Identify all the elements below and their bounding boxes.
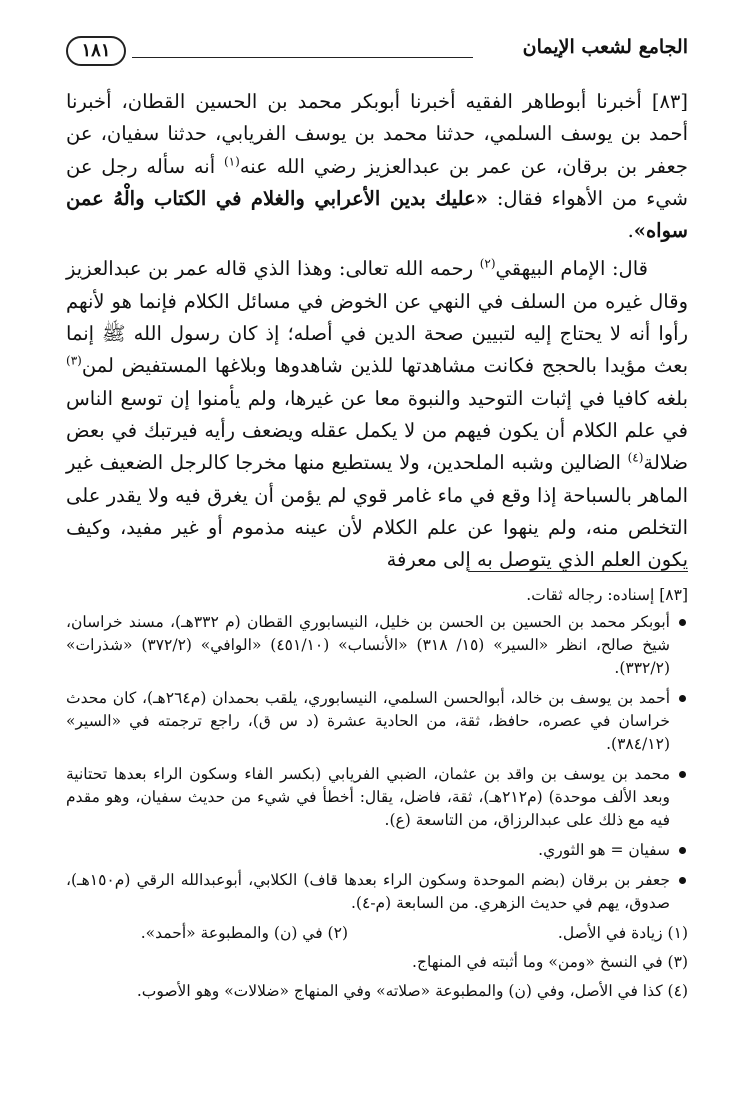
hadith-quote: «عليك بدين الأعرابي والغلام في الكتاب والْهُ عمن سواه» — [66, 186, 688, 243]
main-text — [66, 86, 688, 576]
bullet-icon — [679, 877, 686, 884]
bullet-icon — [679, 771, 686, 778]
footnotes — [66, 584, 688, 1009]
narrator-note: سفيان = هو الثوري. — [66, 839, 688, 862]
narrator-note: محمد بن يوسف بن واقد بن عثمان، الضبي الفريابي (بكسر الفاء وسكون الراء بعدها تحتانية وبعد الألف موحدة) (م٢١٢هـ)، ثقة، فاضل، يقال: أخطأ في شيء من حديث سفيان، وهو مقدم فيه مع ذلك على عبدالرزاق، من التاسعة (ع). — [66, 763, 688, 832]
paragraph-hadith-83: [٨٣] أخبرنا أبوطاهر الفقيه أخبرنا أبوبكر محمد بن الحسين القطان، أخبرنا أحمد بن يوسف السلمي، حدثنا محمد بن يوسف الفريابي، حدثنا سفيان، عن جعفر بن برقان، عن عمر بن عبدالعزيز رضي الله عنه$^{(١)}$ أنه سأله رجل عن شيء من الأهواء فقال: «عليك بدين الأعرابي والغلام في الكتاب والْهُ عمن سواه». — [66, 90, 688, 243]
narrator-note: أبوبكر محمد بن الحسين بن الحسن بن خليل، النيسابوري القطان (م ٣٣٢هـ)، مسند خراسان، شيخ صالح، انظر «السير» (١٥/ ٣١٨) «الأنساب» (٤٥١/١٠) «الوافي» (٣٧٢/٢) «شذرات» (٣٣٢/٢). — [66, 611, 688, 680]
commentary-text-1: رحمه الله تعالى: وهذا الذي قاله عمر بن عبدالعزيز وقال غيره من السلف في النهي عن الخوض في مسائل الكلام فإنما هو لأنهم رأوا أنه لا يحتاج إليه لتبيين صحة الدين في أصله؛ إذ كان رسول الله ﷺ إنما بعث مؤيدا بالحجج فكانت مشاهدتها للذين شاهدوها وبلاغها المستفيض لمن — [66, 257, 688, 378]
paragraph-commentary — [66, 253, 688, 576]
narrator-note: جعفر بن برقان (بضم الموحدة وسكون الراء بعدها قاف) الكلابي، أبوعبدالله الرقي (م١٥٠هـ)، صدوق، يهم في حديث الزهري. من السابعة (م-٤). — [66, 869, 688, 915]
commentary-text-2: بلغه كافيا في إثبات التوحيد والنبوة معا عن غيرها، ولم يأمنوا إن توسع الناس في علم الكلام أن يكون فيهم من لا يكمل عقله ويضعف رأيه فيرتبك في بعض ضلالة — [66, 386, 688, 475]
running-title: الجامع لشعب الإيمان — [522, 36, 688, 58]
commentary-text-3: الضالين وشبه الملحدين، ولا يستطيع منها مخرجا كالرجل الضعيف غير الماهر بالسباحة إذا وقع في ماء غامر قوي لم يؤمن أن يغرق فيه ولا يقدر على التخلص منه، ولم ينهوا عن علم الكلام لأن عينه مذموم أو غير مفيد، وكيف يكون العلم الذي يتوصل به إلى معرفة — [66, 451, 688, 572]
footnote-ref-1: (١) — [223, 154, 240, 169]
commentary-start: قال: الإمام البيهقي — [495, 257, 648, 281]
page-header — [66, 34, 688, 74]
isnad-text: [٨٣] أخبرنا أبوطاهر الفقيه أخبرنا أبوبكر محمد بن الحسين القطان، أخبرنا أحمد بن يوسف السلمي، حدثنا محمد بن يوسف الفريابي، حدثنا سفيان، عن جعفر بن برقان، عن عمر بن عبدالعزيز رضي الله عنه — [66, 90, 688, 178]
footnote-1: (١) زيادة في الأصل. — [557, 924, 688, 942]
footnote-ref-4: (٤) — [627, 450, 644, 465]
header-rule — [132, 57, 473, 58]
footnote-3: (٣) في النسخ «ومن» وما أثبته في المنهاج. — [412, 953, 688, 971]
footnote-ref-2: (٢) — [479, 256, 496, 271]
footnote-4: (٤) كذا في الأصل، وفي (ن) والمطبوعة «صلاته» وفي المنهاج «ضلالات» وهو الأصوب. — [136, 982, 688, 1000]
bullet-icon — [679, 619, 686, 626]
question-text: أنه سأله رجل عن شيء من الأهواء فقال: — [66, 154, 688, 210]
page-number: ١٨١ — [66, 36, 126, 66]
footnote-2: (٢) في (ن) والمطبوعة «أحمد». — [140, 924, 348, 942]
bullet-icon — [679, 695, 686, 702]
footnote-separator — [468, 571, 688, 572]
bullet-icon — [679, 847, 686, 854]
footnote-row — [66, 922, 688, 945]
footnote-ref-3: (٣) — [66, 353, 82, 368]
narrator-note: أحمد بن يوسف بن خالد، أبوالحسن السلمي، النيسابوري، يلقب بحمدان (م٢٦٤هـ)، كان محدث خراسان في عصره، حافظ، ثقة، من الحادية عشرة (د س ق)، راجع ترجمته في «السير» (٣٨٤/١٢). — [66, 687, 688, 756]
footnote-heading: [٨٣] إسناده: رجاله ثقات. — [526, 586, 688, 604]
